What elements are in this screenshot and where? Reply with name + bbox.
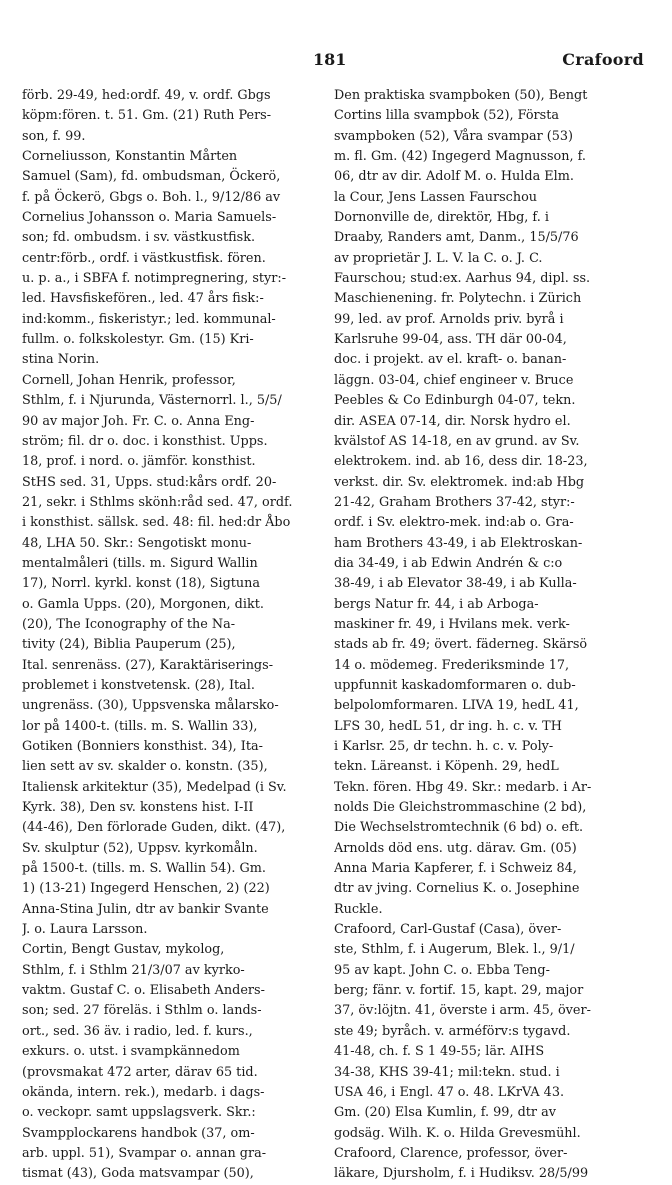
text-line: u. p. a., i SBFA f. notimpregnering, styr:- [22, 271, 287, 287]
text-line: Den praktiska svampboken (50), Bengt [334, 88, 588, 103]
page-number: 181 [313, 50, 347, 69]
text-line: Cortin, Bengt Gustav, mykolog, [22, 942, 225, 958]
page-header [0, 50, 672, 74]
text-line: led. Havsfiskefören., led. 47 års fisk:- [22, 291, 264, 307]
text-line: nolds Die Gleichstrommaschine (2 bd), [334, 800, 587, 816]
text-line: Crafoord, Clarence, professor, över- [334, 1145, 568, 1161]
text-line: Cornelius Johansson o. Maria Samuels- [22, 210, 277, 226]
text-line: lor på 1400-t. (tills. m. S. Wallin 33), [22, 718, 258, 734]
text-line: Sthlm, f. i Sthlm 21/3/07 av kyrko- [22, 962, 245, 978]
text-line: ström; fil. dr o. doc. i konsthist. Upps. [22, 433, 268, 449]
text-line: i konsthist. sällsk. sed. 48: fil. hed:dr Åbo [22, 515, 291, 531]
text-line: verkst. dir. Sv. elektromek. ind:ab Hbg [334, 474, 585, 490]
text-line: Anna-Stina Julin, dtr av bankir Svante [22, 901, 269, 917]
text-line: belpolomformaren. LIVA 19, hedL 41, [334, 698, 579, 714]
text-line: vaktm. Gustaf C. o. Elisabeth Anders- [22, 983, 265, 999]
text-line: Draaby, Randers amt, Danm., 15/5/76 [334, 230, 579, 246]
text-line: 14 o. mödemeg. Frederiksminde 17, [334, 657, 570, 673]
text-line: StHS sed. 31, Upps. stud:kårs ordf. 20- [22, 474, 277, 490]
text-line: köpm:fören. t. 51. Gm. (21) Ruth Pers- [22, 108, 272, 124]
text-line: 21, sekr. i Sthlms skönh:råd sed. 47, ordf. [22, 494, 293, 510]
text-line: Sthlm, f. i Njurunda, Västernorrl. l., 5/5/ [22, 393, 282, 409]
text-line: Faurschou; stud:ex. Aarhus 94, dipl. ss. [334, 271, 591, 287]
text-line: stina Norin. [22, 352, 100, 368]
text-line: Crafoord, Carl-Gustaf (Casa), över- [334, 922, 562, 938]
text-line: centr:förb., ordf. i västkustfisk. fören. [22, 250, 266, 266]
text-line: dir. ASEA 07-14, dir. Norsk hydro el. [334, 413, 571, 429]
text-line: la Cour, Jens Lassen Faurschou [334, 189, 538, 205]
text-line: bergs Natur fr. 44, i ab Arboga- [334, 596, 539, 612]
text-line: förb. 29-49, hed:ordf. 49, v. ordf. Gbgs [22, 88, 271, 103]
text-line: uppfunnit kaskadomformaren o. dub- [334, 677, 576, 693]
text-line: o. veckopr. samt uppslagsverk. Skr.: [22, 1105, 256, 1121]
text-line: tekn. Läreanst. i Köpenh. 29, hedL [334, 759, 559, 775]
text-line: Maschienening. fr. Polytechn. i Zürich [334, 291, 582, 307]
text-line: ind:komm., fiskeristyr.; led. kommunal- [22, 311, 276, 327]
text-line: Peebles & Co Edinburgh 04-07, tekn. [334, 393, 576, 409]
text-line: dtr av jving. Cornelius K. o. Josephine [334, 881, 580, 897]
text-line: Karlsruhe 99-04, ass. TH där 00-04, [334, 332, 567, 348]
text-line: 37, öv:löjtn. 41, överste i arm. 45, över- [334, 1003, 591, 1019]
text-line: 90 av major Joh. Fr. C. o. Anna Eng- [22, 413, 255, 429]
text-line: Ruckle. [334, 901, 383, 917]
text-line: Samuel (Sam), fd. ombudsman, Öckerö, [22, 169, 281, 185]
text-line: 99, led. av prof. Arnolds priv. byrå i [334, 311, 564, 327]
text-line: problemet i konstvetensk. (28), Ital. [22, 677, 255, 693]
text-line: doc. i projekt. av el. kraft- o. banan- [334, 352, 567, 368]
right-column [334, 86, 648, 1185]
text-line: J. o. Laura Larsson. [22, 922, 148, 938]
text-line: 48, LHA 50. Skr.: Sengotiskt monu- [22, 535, 252, 551]
text-line: ordf. i Sv. elektro-mek. ind:ab o. Gra- [334, 515, 574, 531]
text-line: ste 49; byråch. v. arméförv:s tygavd. [334, 1023, 571, 1039]
text-line: (44-46), Den förlorade Guden, dikt. (47), [22, 820, 286, 836]
text-line: mentalmåleri (tills. m. Sigurd Wallin [22, 555, 258, 571]
text-line: ungrenäss. (30), Uppsvenska målarsko- [22, 698, 279, 714]
text-line: son; sed. 27 föreläs. i Sthlm o. lands- [22, 1003, 262, 1019]
text-line: berg; fänr. v. fortif. 15, kapt. 29, major [334, 983, 584, 999]
text-line: Kyrk. 38), Den sv. konstens hist. I-II [22, 800, 254, 816]
text-line: ham Brothers 43-49, i ab Elektroskan- [334, 535, 583, 551]
text-line: 41-48, ch. f. S 1 49-55; lär. AIHS [334, 1044, 545, 1060]
text-line: Italiensk arkitektur (35), Medelpad (i Sv. [22, 779, 287, 795]
text-line: okända, intern. rek.), medarb. i dags- [22, 1084, 265, 1100]
text-line: (20), The Iconography of the Na- [22, 616, 236, 632]
text-line: maskiner fr. 49, i Hvilans mek. verk- [334, 616, 570, 632]
text-line: LFS 30, hedL 51, dr ing. h. c. v. TH [334, 718, 562, 734]
text-line: 06, dtr av dir. Adolf M. o. Hulda Elm. [334, 169, 574, 185]
text-line: 1) (13-21) Ingegerd Henschen, 2) (22) [22, 881, 270, 897]
text-line: kvälstof AS 14-18, en av grund. av Sv. [334, 433, 580, 449]
text-line: Corneliusson, Konstantin Mårten [22, 149, 238, 165]
text-line: son; fd. ombudsm. i sv. västkustfisk. [22, 230, 256, 246]
text-line: (provsmakat 472 arter, därav 65 tid. [22, 1064, 258, 1080]
text-line: 21-42, Graham Brothers 37-42, styr:- [334, 494, 575, 510]
text-line: läggn. 03-04, chief engineer v. Bruce [334, 372, 574, 388]
text-line: dia 34-49, i ab Edwin Andrén & c:o [334, 555, 563, 571]
text-line: ort., sed. 36 äv. i radio, led. f. kurs., [22, 1023, 253, 1039]
text-line: 34-38, KHS 39-41; mil:tekn. stud. i [334, 1064, 560, 1080]
text-line: Dornonville de, direktör, Hbg, f. i [334, 210, 549, 226]
text-line: på 1500-t. (tills. m. S. Wallin 54). Gm. [22, 861, 266, 877]
text-line: godsäg. Wilh. K. o. Hilda Grevesmühl. [334, 1125, 581, 1141]
text-line: arb. uppl. 51), Svampar o. annan gra- [22, 1145, 267, 1161]
text-line: tivity (24), Biblia Pauperum (25), [22, 637, 236, 653]
text-line: läkare, Djursholm, f. i Hudiksv. 28/5/99 [334, 1166, 589, 1182]
text-line: i Karlsr. 25, dr techn. h. c. v. Poly- [334, 739, 554, 754]
text-line: 95 av kapt. John C. o. Ebba Teng- [334, 962, 550, 978]
text-line: exkurs. o. utst. i svampkännedom [22, 1044, 240, 1060]
text-line: Svampplockarens handbok (37, om- [22, 1125, 255, 1141]
text-line: svampboken (52), Våra svampar (53) [334, 128, 574, 144]
text-line: av proprietär J. L. V. la C. o. J. C. [334, 250, 543, 266]
text-line: Arnolds död ens. utg. därav. Gm. (05) [334, 840, 577, 856]
text-line: Die Wechselstromtechnik (6 bd) o. eft. [334, 820, 584, 836]
text-line: Gotiken (Bonniers konsthist. 34), Ita- [22, 739, 263, 754]
left-column [22, 86, 322, 1185]
text-line: Anna Maria Kapferer, f. i Schweiz 84, [334, 861, 577, 877]
text-line: f. på Öckerö, Gbgs o. Boh. l., 9/12/86 av [22, 189, 281, 205]
text-line: ste, Sthlm, f. i Augerum, Blek. l., 9/1/ [334, 942, 575, 958]
text-line: Cortins lilla svampbok (52), Första [334, 108, 560, 124]
text-line: Gm. (20) Elsa Kumlin, f. 99, dtr av [334, 1105, 556, 1121]
text-line: m. fl. Gm. (42) Ingegerd Magnusson, f. [334, 149, 586, 165]
text-line: tismat (43), Goda matsvampar (50), [22, 1166, 254, 1182]
text-line: elektrokem. ind. ab 16, dess dir. 18-23, [334, 454, 588, 470]
text-line: USA 46, i Engl. 47 o. 48. LKrVA 43. [334, 1084, 565, 1100]
text-line: 17), Norrl. kyrkl. konst (18), Sigtuna [22, 576, 261, 592]
text-line: 38-49, i ab Elevator 38-49, i ab Kulla- [334, 576, 577, 592]
text-line: o. Gamla Upps. (20), Morgonen, dikt. [22, 596, 264, 612]
text-line: son, f. 99. [22, 128, 86, 144]
text-line: 18, prof. i nord. o. jämför. konsthist. [22, 454, 256, 470]
text-line: Cornell, Johan Henrik, professor, [22, 372, 236, 388]
text-line: fullm. o. folkskolestyr. Gm. (15) Kri- [22, 332, 254, 348]
running-head: Crafoord [562, 50, 644, 69]
text-line: stads ab fr. 49; övert. fäderneg. Skärsö [334, 637, 588, 653]
text-line: Sv. skulptur (52), Uppsv. kyrkomåln. [22, 840, 258, 856]
text-line: lien sett av sv. skalder o. konstn. (35), [22, 759, 268, 775]
text-line: Ital. senrenäss. (27), Karaktäriserings- [22, 657, 274, 673]
text-line: Tekn. fören. Hbg 49. Skr.: medarb. i Ar- [334, 779, 592, 795]
